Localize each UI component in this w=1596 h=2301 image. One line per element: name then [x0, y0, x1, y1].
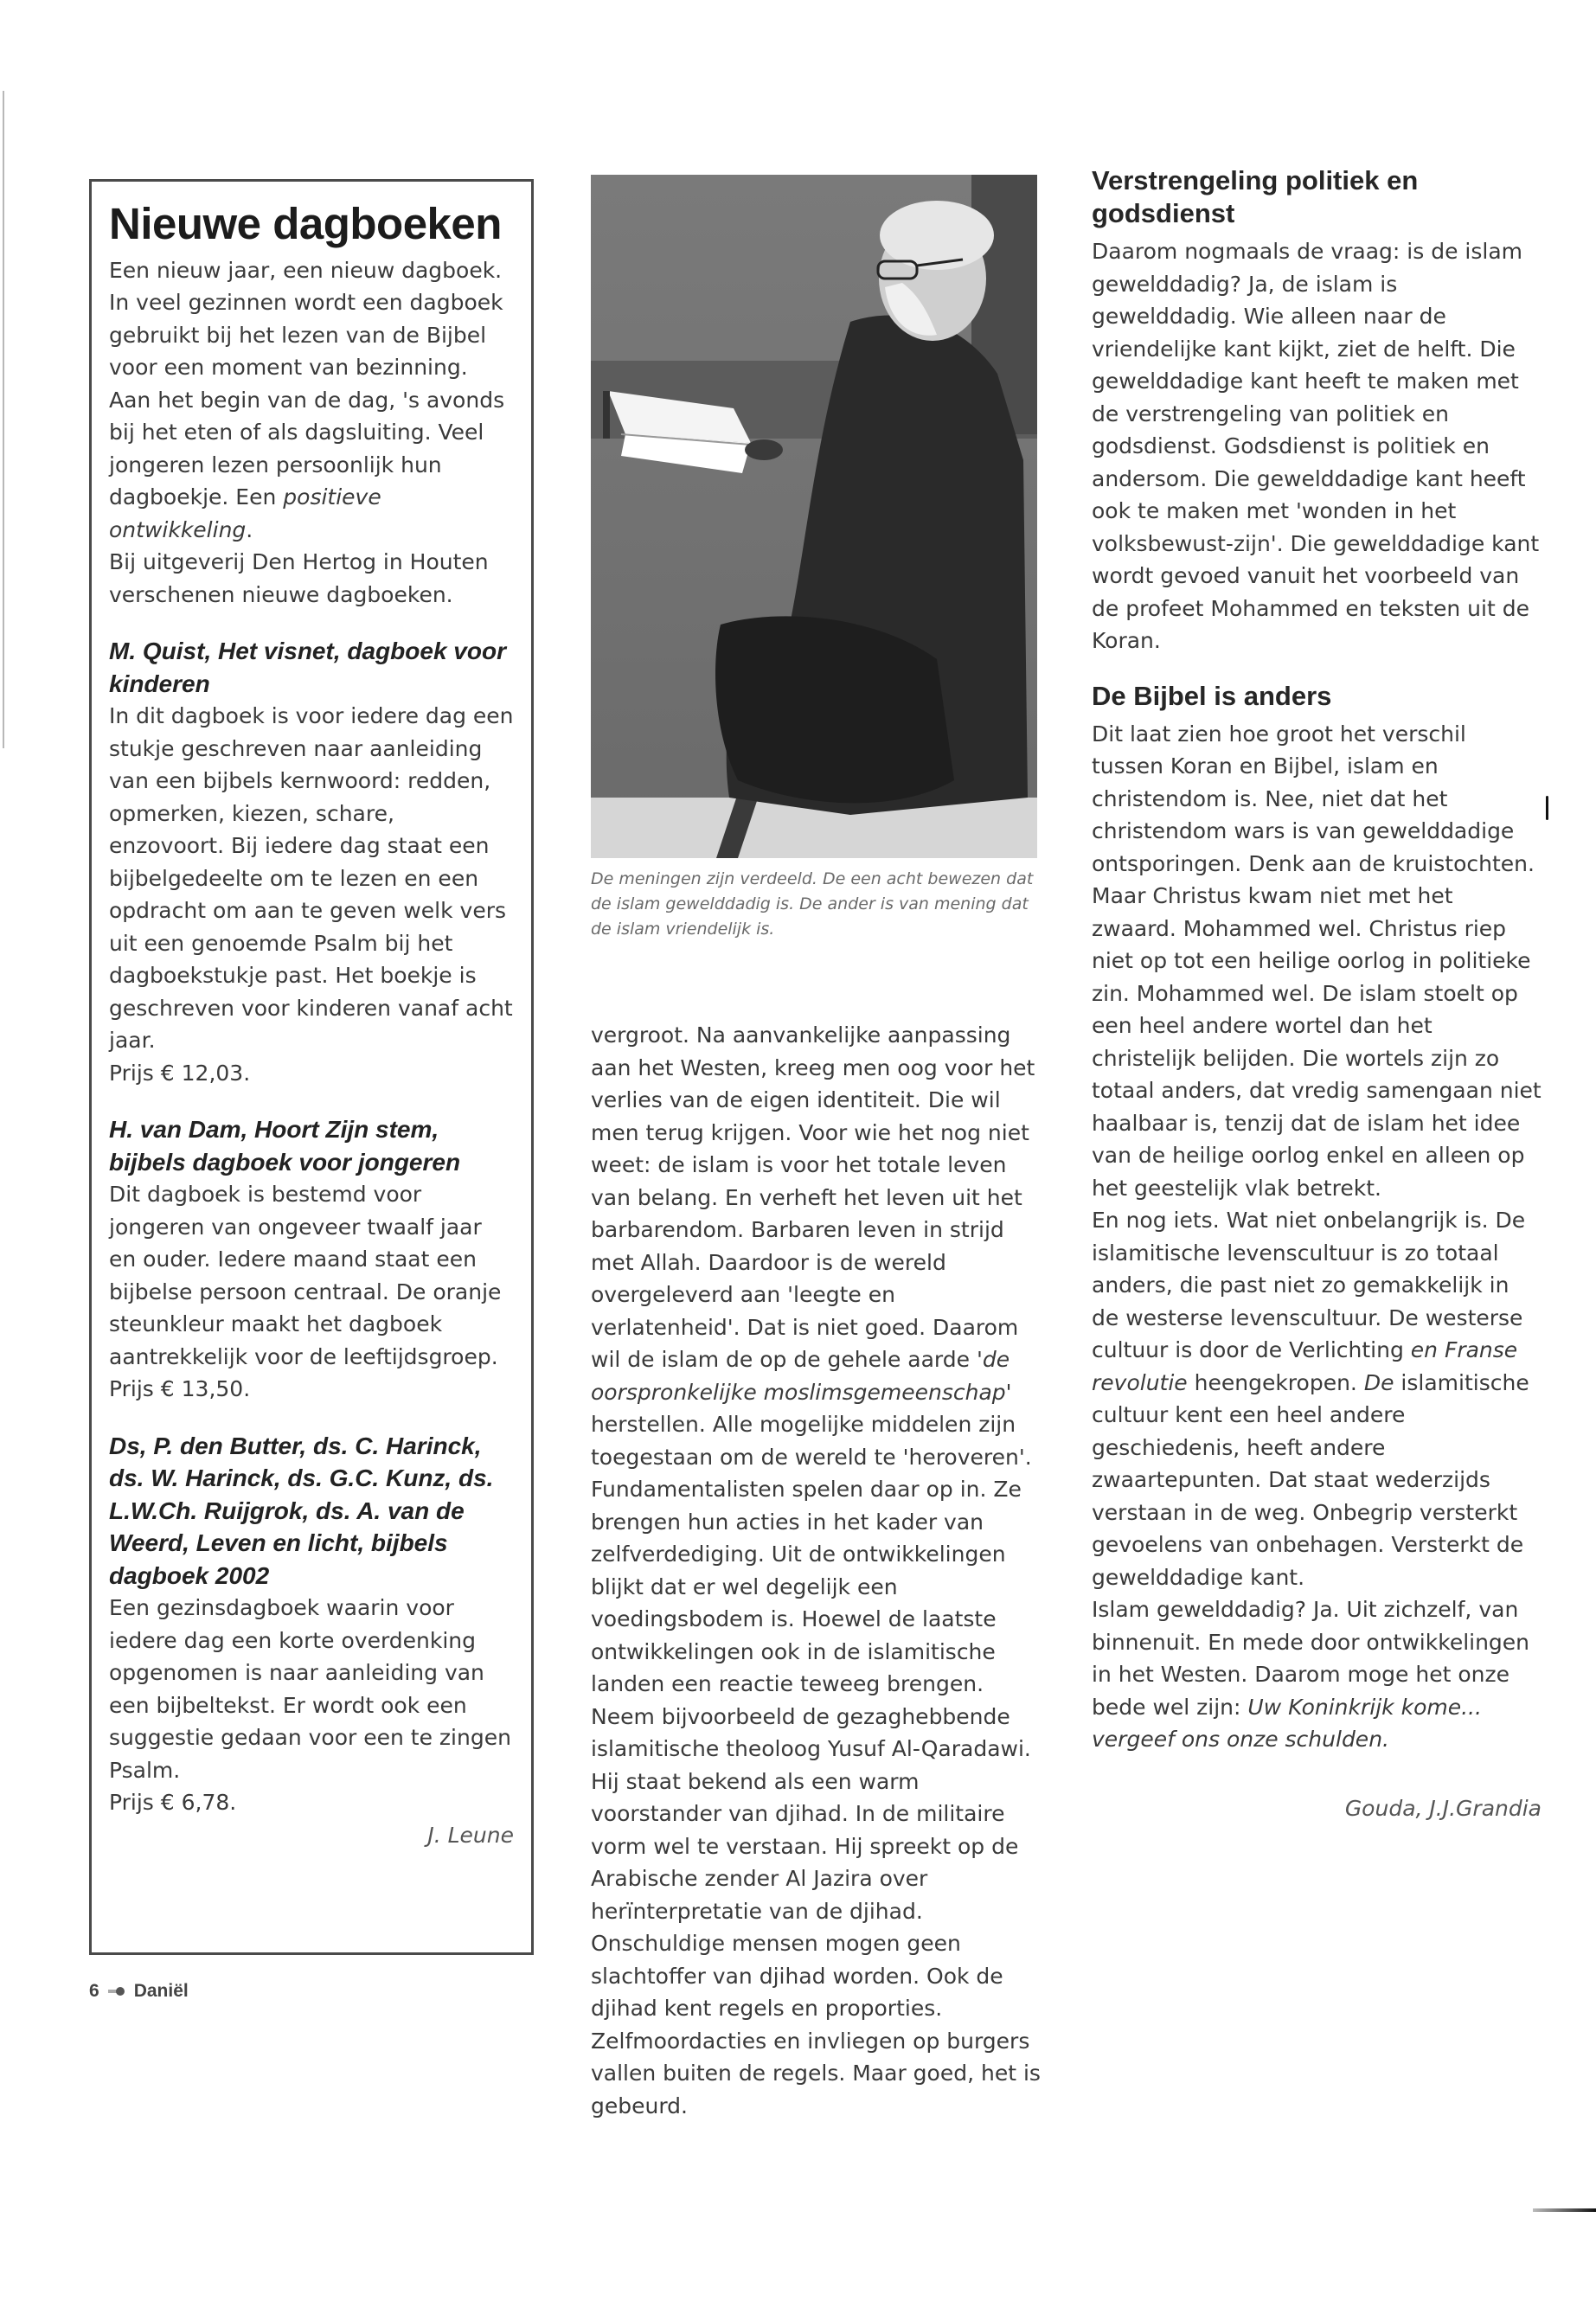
arrow-bullet-icon	[108, 1987, 125, 1996]
article-paragraph: En nog iets. Wat niet onbelangrijk is. De islamitische levenscultuur is zo totaal anders, die past niet zo gemakkelijk in de westerse levenscultuur. De westerse cultuur is door de Verlichting en Franse revolutie heengekropen. De islamitische cultuur kent een heel andere geschiedenis, heeft andere zwaartepunten. Dat staat wederzijds verstaan in de weg. Onbegrip versterkt gevoelens van onbehagen. Versterkt de gewelddadige kant.	[1092, 1208, 1529, 1590]
book-entry	[109, 1113, 514, 1406]
book-price: Prijs € 13,50.	[109, 1376, 251, 1402]
article-paragraph: vergroot. Na aanvankelijke aanpassing aan het Westen, kreeg men oog voor het verlies van de eigen identiteit. Die wil men terug krijgen. Voor wie het nog niet weet: de islam is voor het totale leven van belang. En verheft het leven uit het barbarendom. Barbaren leven in strijd met Allah. Daardoor is de wereld overgeleverd aan 'leegte en verlatenheid'. Dat is niet goed. Daarom wil de islam de op de gehele aarde 'de oorspronkelijke moslimsgemeenschap' herstellen. Alle mogelijke middelen zijn toegestaan om de wereld te 'heroveren'. Fundamentalisten spelen daar op in. Ze brengen hun acties in het kader van zelfverdediging. Uit de ontwikkelingen blijkt dat er wel degelijk een voedingsbodem is. Hoewel de laatste ontwikkelingen ook in de islamitische landen een reactie teweeg brengen. Neem bijvoorbeeld de gezaghebbende islamitische theoloog Yusuf Al-Qaradawi. Hij staat bekend als een warm voorstander van djihad. In de militaire vorm wel te verstaan. Hij spreekt op de Arabische zender Al Jazira over herïnterpretatie van de djihad. Onschuldige mensen mogen geen slachtoffer van djihad worden. Ook de djihad kent regels en proporties. Zelfmoordacties en invliegen op burgers vallen buiten de regels. Maar goed, het is gebeurd.	[591, 1022, 1041, 2118]
article-paragraph: Islam gewelddadig? Ja. Uit zichzelf, van binnenuit. En mede door ontwikkelingen in het Westen. Daarom moge het onze bede wel zijn: Uw Koninkrijk kome... vergeef ons onze schulden.	[1092, 1597, 1530, 1752]
page-edge-mark	[1546, 796, 1548, 820]
magazine-name: Daniël	[133, 1981, 189, 2001]
book-description: In dit dagboek is voor iedere dag een stukje geschreven naar aanleiding van een bijbels kernwoord: redden, opmerken, kiezen, schare, enzovoort. Bij iedere dag staat een bijbelgedeelte om te lezen en een opdracht om aan te geven welk vers uit een genoemde Psalm bij het dagboekstukje past. Het boekje is geschreven voor kinderen vanaf acht jaar.	[109, 703, 514, 1054]
book-title: Ds, P. den Butter, ds. C. Harinck, ds. W. Harinck, ds. G.C. Kunz, ds. L.W.Ch. Ruijgrok, ds. A. van de Weerd, Leven en licht, bijbels dagboek 2002	[109, 1432, 494, 1589]
book-description: Dit dagboek is bestemd voor jongeren van ongeveer twaalf jaar en ouder. Iedere maand staat een bijbelse persoon centraal. De oranje steunkleur maakt het dagboek aantrekkelijk voor de leeftijdsgroep.	[109, 1182, 502, 1369]
sidebar-intro: Een nieuw jaar, een nieuw dagboek. In veel gezinnen wordt een dagboek gebruikt bij het lezen van de Bijbel voor een moment van bezinning. Aan het begin van de dag, 's avonds bij het eten of als dagsluiting. Veel jongeren lezen persoonlijk hun dagboekje. Een positieve ontwikkeling. Bij uitgeverij Den Hertog in Houten verschenen nieuwe dagboeken.	[109, 257, 505, 607]
book-entry	[109, 1430, 514, 1819]
book-title: H. van Dam, Hoort Zijn stem, bijbels dagboek voor jongeren	[109, 1116, 461, 1176]
book-price: Prijs € 12,03.	[109, 1060, 251, 1086]
page-edge-left	[3, 91, 4, 748]
article-paragraph: Daarom nogmaals de vraag: is de islam gewelddadig? Ja, de islam is gewelddadig. Wie alleen naar de vriendelijke kant kijkt, ziet de helft. Die gewelddadige kant heeft te maken met de verstrengeling van politiek en godsdienst. Godsdienst is politiek en andersom. Die gewelddadige kant heeft ook te maken met 'wonden in het volksbewust-zijn'. Die gewelddadige kant wordt gevoed vanuit het voorbeeld van de profeet Mohammed en teksten uit de Koran.	[1092, 239, 1540, 653]
article-right-column	[1092, 164, 1542, 1824]
page-number: 6	[89, 1981, 99, 2001]
sidebar-author: J. Leune	[427, 1822, 514, 1848]
photo-illustration	[591, 175, 1037, 858]
page-footer	[89, 1981, 189, 2002]
book-entry	[109, 635, 514, 1089]
photo-caption: De meningen zijn verdeeld. De een acht bewezen dat de islam gewelddadig is. De ander is van mening dat de islam vriendelijk is.	[591, 869, 1034, 939]
photo-man-reading	[591, 175, 1037, 858]
book-description: Een gezinsdagboek waarin voor iedere dag een korte overdenking opgenomen is naar aanleiding van een bijbeltekst. Er wordt ook een suggestie gedaan voor een te zingen Psalm.	[109, 1595, 511, 1783]
page-edge-bottom	[1533, 2208, 1596, 2212]
section-heading-verstrengeling: Verstrengeling politiek en godsdienst	[1092, 165, 1419, 228]
article-middle-column	[591, 1019, 1041, 2122]
sidebar-title: Nieuwe dagboeken	[109, 199, 502, 248]
sidebar-box-new-diaries	[89, 179, 534, 1955]
article-signature: Gouda, J.J.Grandia	[1344, 1795, 1542, 1821]
book-price: Prijs € 6,78.	[109, 1790, 237, 1816]
article-paragraph: Dit laat zien hoe groot het verschil tussen Koran en Bijbel, islam en christendom is. Nee, niet dat het christendom wars is van gewelddadige ontsporingen. Denk aan de kruistochten. Maar Christus kwam niet met het zwaard. Mohammed wel. Christus riep niet op tot een heilige oorlog in politieke zin. Mohammed wel. De islam stoelt op een heel andere wortel dan het christelijk belijden. Die wortels zijn zo totaal anders, dat vredig samengaan niet haalbaar is, tenzij dat de islam het idee van de heilige oorlog enkel en alleen op het geestelijk vlak betrekt.	[1092, 721, 1542, 1201]
sidebar-publisher-note: Bij uitgeverij Den Hertog in Houten verschenen nieuwe dagboeken.	[109, 549, 489, 607]
section-heading-bijbel: De Bijbel is anders	[1092, 680, 1332, 711]
book-title: M. Quist, Het visnet, dagboek voor kinderen	[109, 638, 506, 697]
